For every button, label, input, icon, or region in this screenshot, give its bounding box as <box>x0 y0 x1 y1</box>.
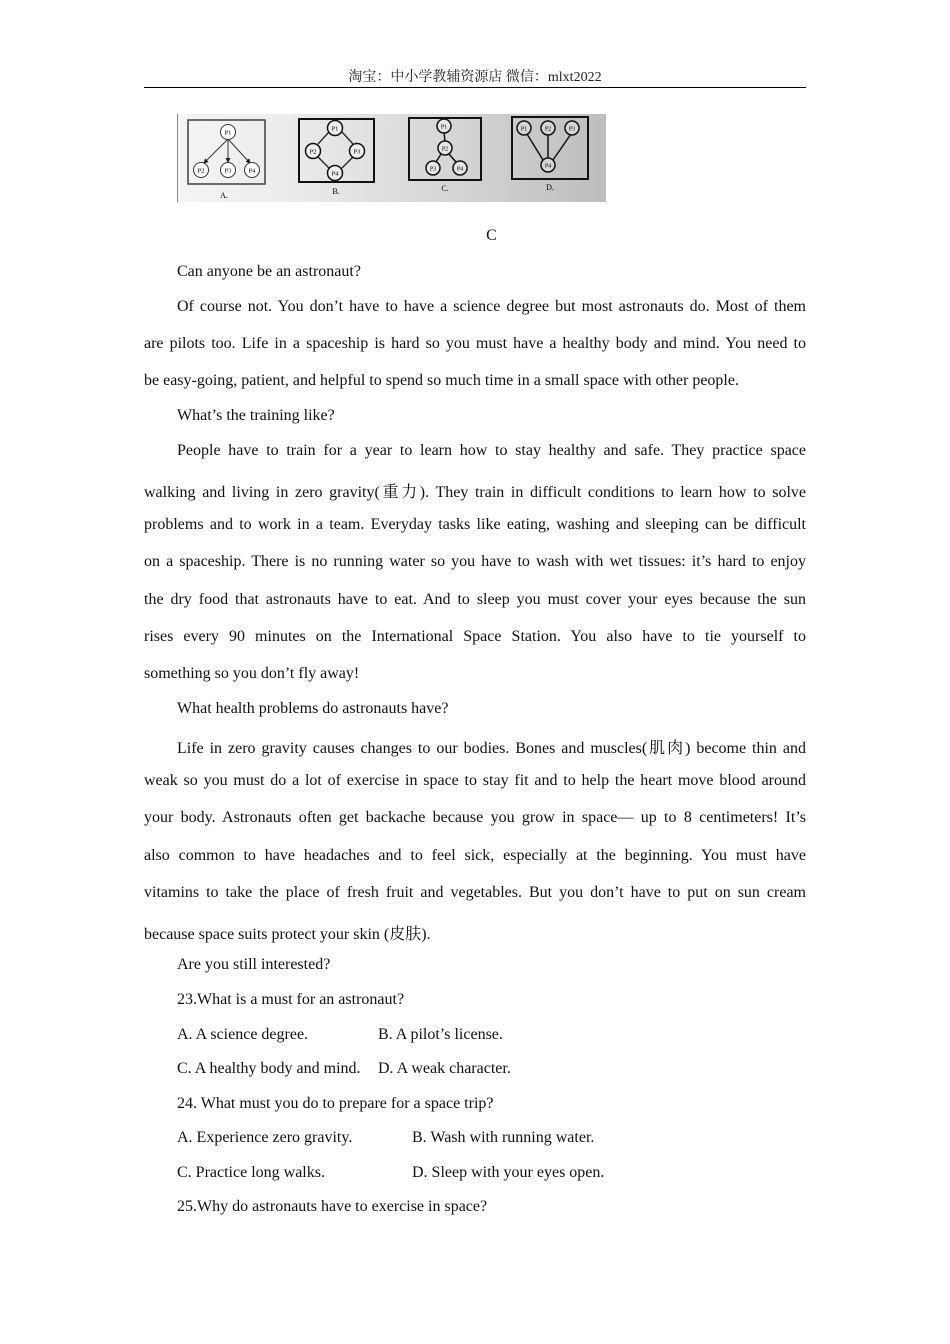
question-24-option-a: A. Experience zero gravity. <box>177 1129 353 1146</box>
paragraph-3-line-4: also common to have headaches and to feel sick, especially at the beginning. You must have <box>144 847 806 864</box>
question-23-option-c: C. A healthy body and mind. <box>177 1060 361 1077</box>
network-diagram-options-figure <box>177 114 606 202</box>
option-label-a: A. <box>220 191 228 200</box>
node-label-p3: P3 <box>568 126 576 133</box>
paragraph-1-line-1: Of course not. You don’t have to have a science degree but most astronauts do. Most of them <box>177 298 806 315</box>
subheading-health: What health problems do astronauts have? <box>177 700 449 717</box>
question-25: 25.Why do astronauts have to exercise in space? <box>177 1198 488 1215</box>
paragraph-3-line-1: Life in zero gravity causes changes to our bodies. Bones and muscles(肌肉) become thin and <box>177 740 806 757</box>
paragraph-2-line-2: walking and living in zero gravity(重力). They train in difficult conditions to learn how to solve <box>144 484 806 501</box>
paragraph-3-line-6: because space suits protect your skin (皮肤). <box>144 926 431 943</box>
node-label-p4: P4 <box>456 166 464 173</box>
paragraph-1-line-3: be easy-going, patient, and helpful to spend so much time in a small space with other people. <box>144 372 739 389</box>
node-label-p4: P4 <box>331 170 339 178</box>
question-23-option-b: B. A pilot’s license. <box>378 1026 503 1043</box>
paragraph-2-line-6: rises every 90 minutes on the International Space Station. You also have to tie yourself to <box>144 628 806 645</box>
paragraph-2-line-7: something so you don’t fly away! <box>144 665 360 682</box>
question-24-option-d: D. Sleep with your eyes open. <box>412 1164 605 1181</box>
paragraph-2-line-4: on a spaceship. There is no running water so you have to wash with wet tissues: it’s hard to enjoy <box>144 553 806 570</box>
paragraph-1-line-2: are pilots too. Life in a spaceship is hard so you must have a healthy body and mind. You need to <box>144 335 806 352</box>
subheading-training: What’s the training like? <box>177 407 335 424</box>
node-label-p1: P1 <box>331 125 339 133</box>
node-label-p3: P3 <box>429 166 437 173</box>
node-label-p1: P1 <box>520 126 528 133</box>
node-label-p2: P2 <box>441 146 449 153</box>
node-label-p3: P3 <box>353 148 361 156</box>
option-label-c: C. <box>441 184 449 193</box>
node-label-p1: P1 <box>224 129 232 137</box>
question-24: 24. What must you do to prepare for a space trip? <box>177 1095 494 1112</box>
paragraph-3-line-5: vitamins to take the place of fresh fruit and vegetables. But you don’t have to put on sun cream <box>144 884 806 901</box>
page-header: 淘宝：中小学教辅资源店 微信：mlxt2022 <box>348 70 602 85</box>
section-letter: C <box>486 227 497 244</box>
option-label-b: B. <box>332 187 340 196</box>
node-label-p3: P3 <box>224 167 232 175</box>
paragraph-3-line-3: your body. Astronauts often get backache because you grow in space— up to 8 centimeters! It’s <box>144 809 806 826</box>
node-label-p2: P2 <box>309 148 317 156</box>
subheading-can-anyone: Can anyone be an astronaut? <box>177 263 361 280</box>
question-23-option-a: A. A science degree. <box>177 1026 309 1043</box>
option-label-d: D. <box>546 183 554 192</box>
question-24-option-c: C. Practice long walks. <box>177 1164 325 1181</box>
subheading-interested: Are you still interested? <box>177 956 331 973</box>
paragraph-2-line-5: the dry food that astronauts have to eat. And to sleep you must cover your eyes because the sun <box>144 591 806 608</box>
paragraph-2-line-3: problems and to work in a team. Everyday tasks like eating, washing and sleeping can be difficult <box>144 516 806 533</box>
question-23: 23.What is a must for an astronaut? <box>177 991 405 1008</box>
node-label-p1: P1 <box>440 124 448 131</box>
question-23-option-d: D. A weak character. <box>378 1060 511 1077</box>
paragraph-3-line-2: weak so you must do a lot of exercise in space to stay fit and to help the heart move blood around <box>144 772 806 789</box>
node-label-p2: P2 <box>544 126 552 133</box>
node-label-p4: P4 <box>544 163 552 170</box>
paragraph-2-line-1: People have to train for a year to learn how to stay healthy and safe. They practice space <box>177 442 806 459</box>
node-label-p4: P4 <box>248 167 256 175</box>
question-24-option-b: B. Wash with running water. <box>412 1129 595 1146</box>
diagram-svg <box>177 114 606 202</box>
node-label-p2: P2 <box>197 167 205 175</box>
header-divider <box>144 87 806 88</box>
